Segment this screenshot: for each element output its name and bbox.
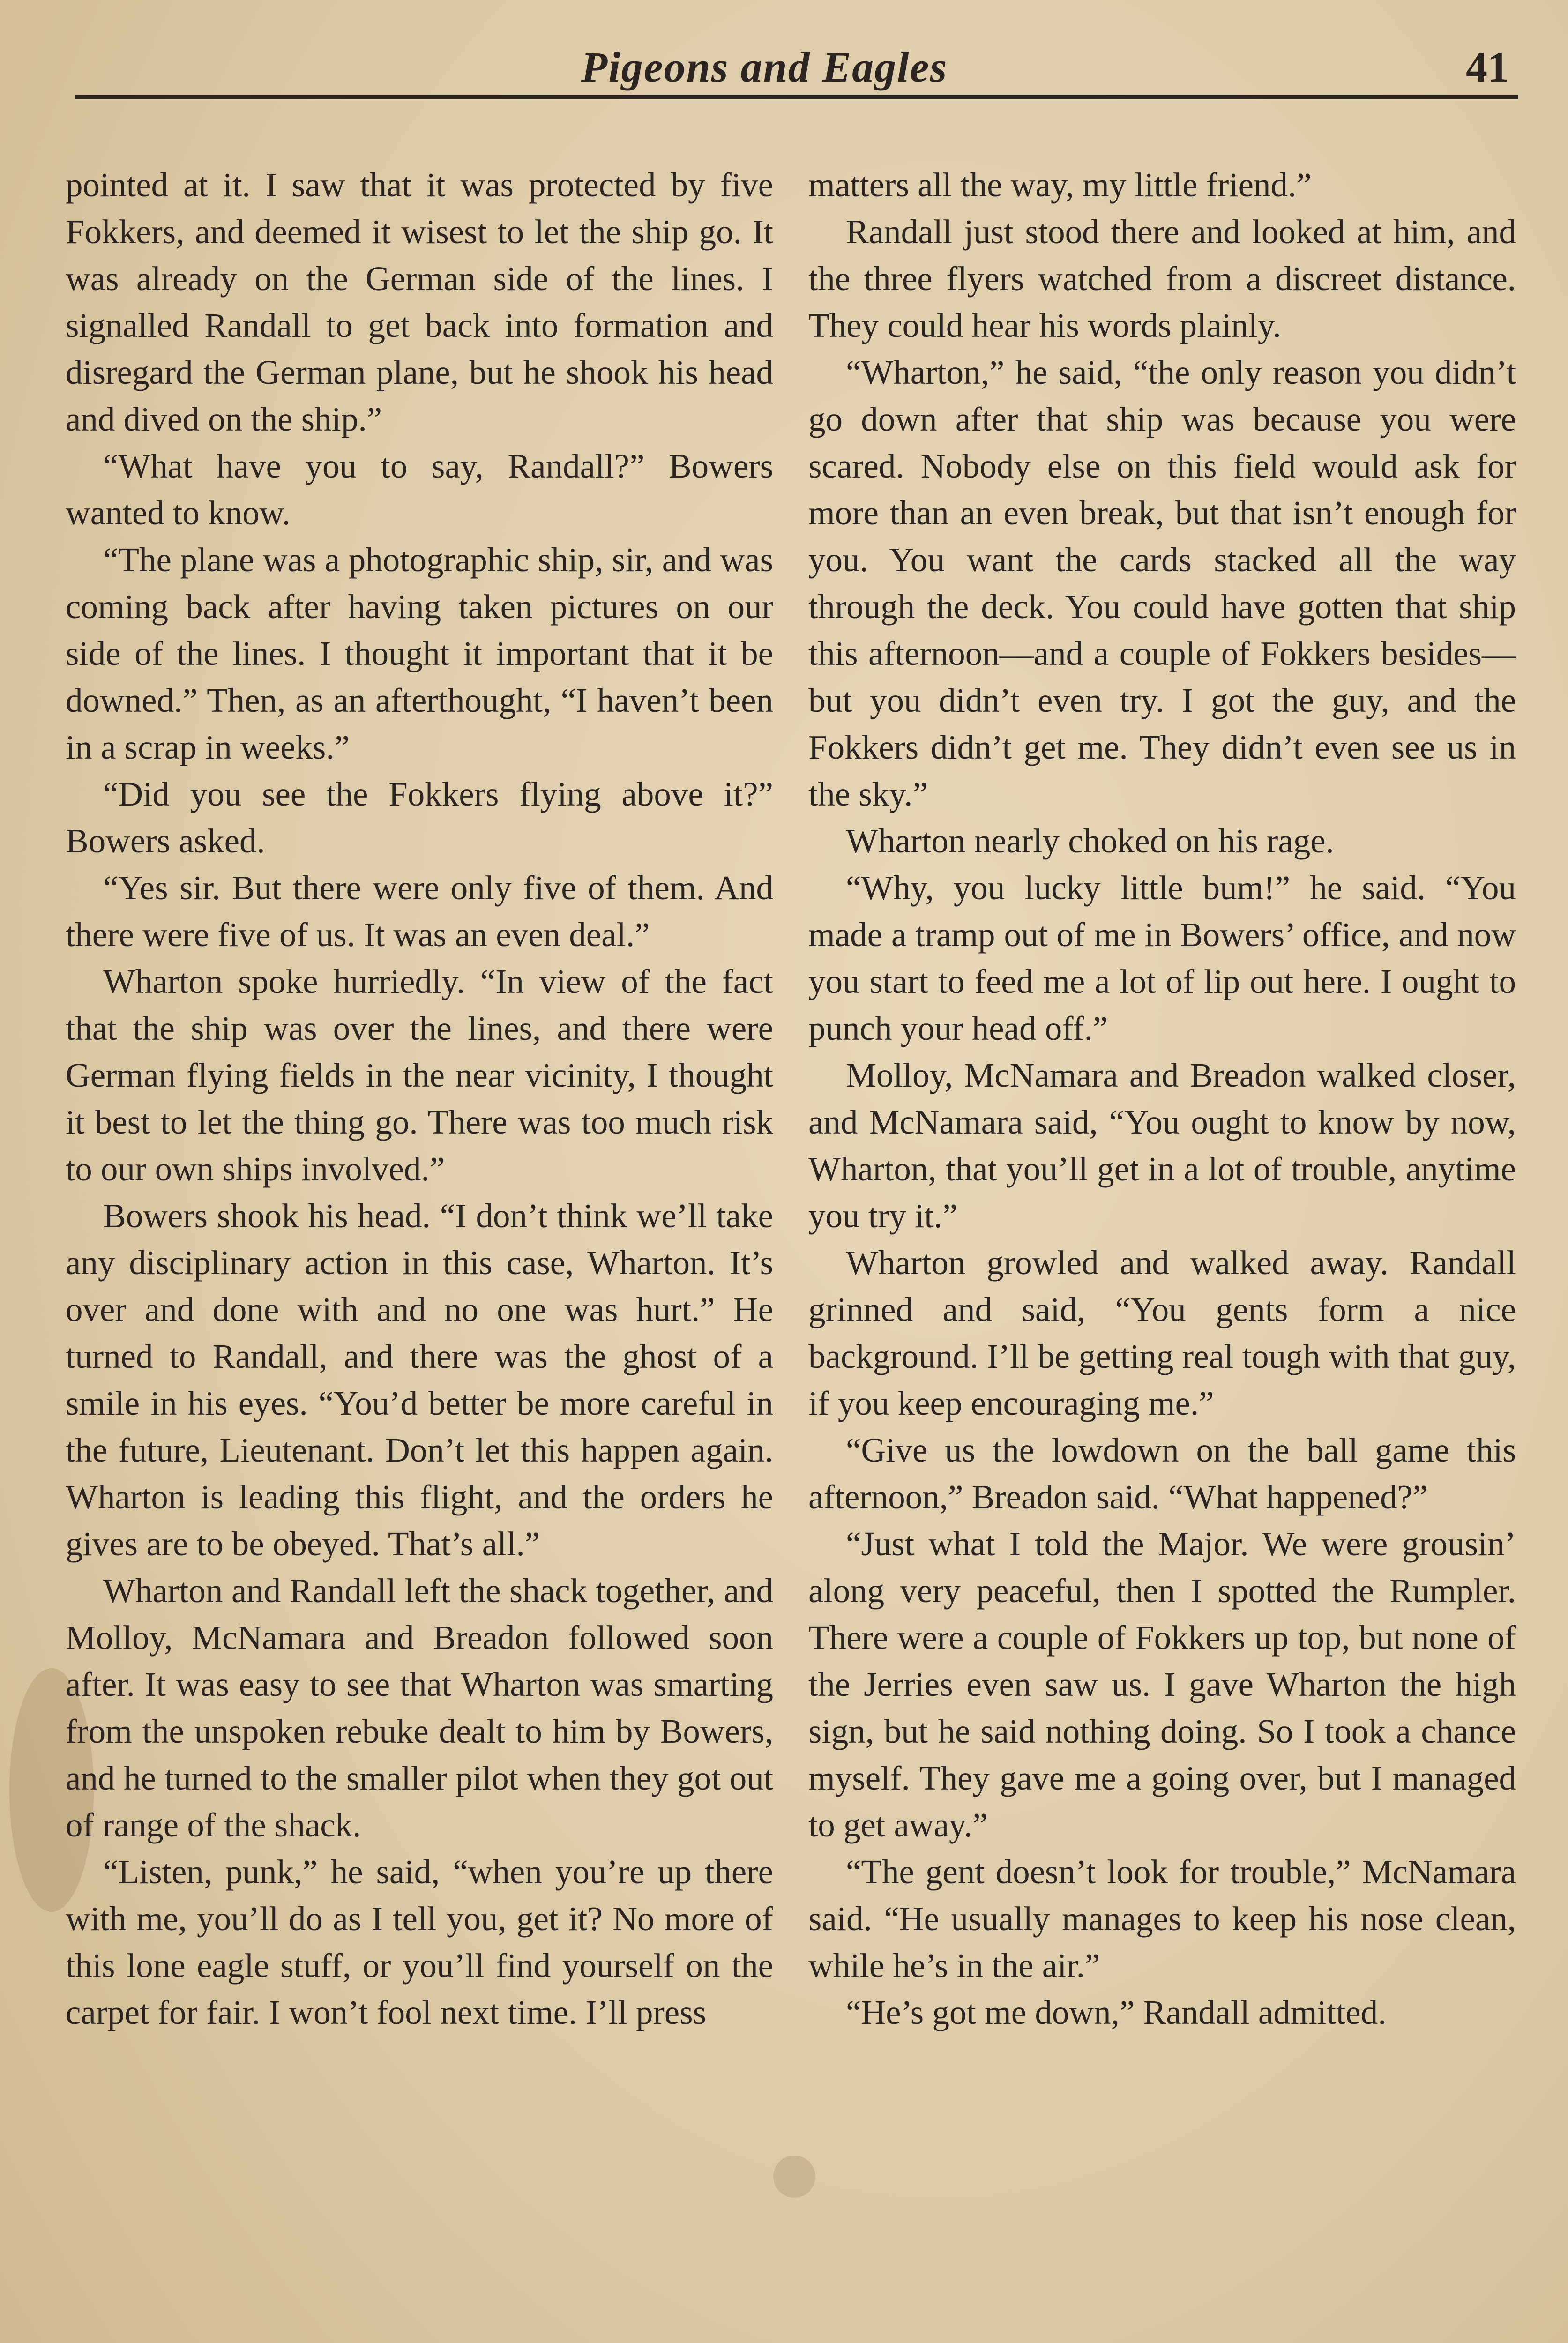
- left-column: [66, 162, 773, 2343]
- paragraph: Wharton spoke hurriedly. “In view of the fact that the ship was over the lines, and there were German flying fields in the near vicinity, I thought it best to let the thing go. There was too much risk to our own ships involved.”: [66, 963, 773, 1188]
- page-header: [75, 33, 1518, 103]
- text-columns: [66, 162, 1516, 2343]
- paragraph: Randall just stood there and looked at him, and the three flyers watched from a discreet distance. They could hear his words plainly.: [808, 213, 1516, 344]
- page-number: 41: [1466, 43, 1509, 91]
- right-column: [808, 162, 1516, 2343]
- paragraph: “Yes sir. But there were only five of them. And there were five of us. It was an even deal.”: [66, 869, 773, 954]
- paragraph: “Give us the lowdown on the ball game this afternoon,” Breadon said. “What happened?”: [808, 1431, 1516, 1516]
- paragraph: “The gent doesn’t look for trouble,” McNamara said. “He usually manages to keep his nose clean, while he’s in the air.”: [808, 1853, 1516, 1985]
- running-title: Pigeons and Eagles: [581, 43, 948, 91]
- paragraph: “What have you to say, Randall?” Bowers wanted to know.: [66, 447, 773, 532]
- paragraph: pointed at it. I saw that it was protected by five Fokkers, and deemed it wisest to let the ship go. It was already on the German side of the lines. I signalled Randall to get back into formation and disregard the German plane, but he shook his head and dived on the ship.”: [66, 166, 773, 438]
- paragraph: “He’s got me down,” Randall admitted.: [846, 1993, 1387, 2031]
- paragraph: “Wharton,” he said, “the only reason you didn’t go down after that ship was because you were scared. Nobody else on this field would ask for more than an even break, but that isn’t enough for you. You want the cards stacked all the way through the deck. You could have gotten that ship this afternoon—and a couple of Fokkers besides—but you didn’t even try. I got the guy, and the Fokkers didn’t get me. They didn’t even see us in the sky.”: [808, 353, 1516, 813]
- paragraph: “The plane was a photographic ship, sir, and was coming back after having taken pictures on our side of the lines. I thought it important that it be downed.” Then, as an afterthought, “I haven’t been in a scrap in weeks.”: [66, 541, 773, 766]
- paragraph: “Did you see the Fokkers flying above it?” Bowers asked.: [66, 775, 773, 860]
- paragraph: “Just what I told the Major. We were grousin’ along very peaceful, then I spotted the Rumpler. There were a couple of Fokkers up top, but none of the Jerries even saw us. I gave Wharton the high sign, but he said nothing doing. So I took a chance myself. They gave me a going over, but I managed to get away.”: [808, 1525, 1516, 1844]
- paragraph: Molloy, McNamara and Breadon walked closer, and McNamara said, “You ought to know by now, Wharton, that you’ll get in a lot of trouble, anytime you try it.”: [808, 1056, 1516, 1235]
- paragraph: Bowers shook his head. “I don’t think we’ll take any disciplinary action in this case, Wharton. It’s over and done with and no one was hurt.” He turned to Randall, and there was the ghost of a smile in his eyes. “You’d better be more careful in the future, Lieutenant. Don’t let this happen again. Wharton is leading this flight, and the orders he gives are to be obeyed. That’s all.”: [66, 1197, 773, 1563]
- paragraph: Wharton and Randall left the shack together, and Molloy, McNamara and Breadon followed soon after. It was easy to see that Wharton was smarting from the unspoken rebuke dealt to him by Bowers, and he turned to the smaller pilot when they got out of range of the shack.: [66, 1572, 773, 1844]
- paragraph: Wharton growled and walked away. Randall grinned and said, “You gents form a nice background. I’ll be getting real tough with that guy, if you keep encouraging me.”: [808, 1244, 1516, 1422]
- paragraph: matters all the way, my little friend.”: [808, 166, 1312, 204]
- paragraph: Wharton nearly choked on his rage.: [846, 822, 1334, 860]
- paragraph: “Listen, punk,” he said, “when you’re up there with me, you’ll do as I tell you, get it? No more of this lone eagle stuff, or you’ll find yourself on the carpet for fair. I won’t fool next time. I’ll press: [66, 1853, 773, 2031]
- paragraph: “Why, you lucky little bum!” he said. “You made a tramp out of me in Bowers’ office, and now you start to feed me a lot of lip out here. I ought to punch your head off.”: [808, 869, 1516, 1047]
- header-rule: [75, 95, 1518, 99]
